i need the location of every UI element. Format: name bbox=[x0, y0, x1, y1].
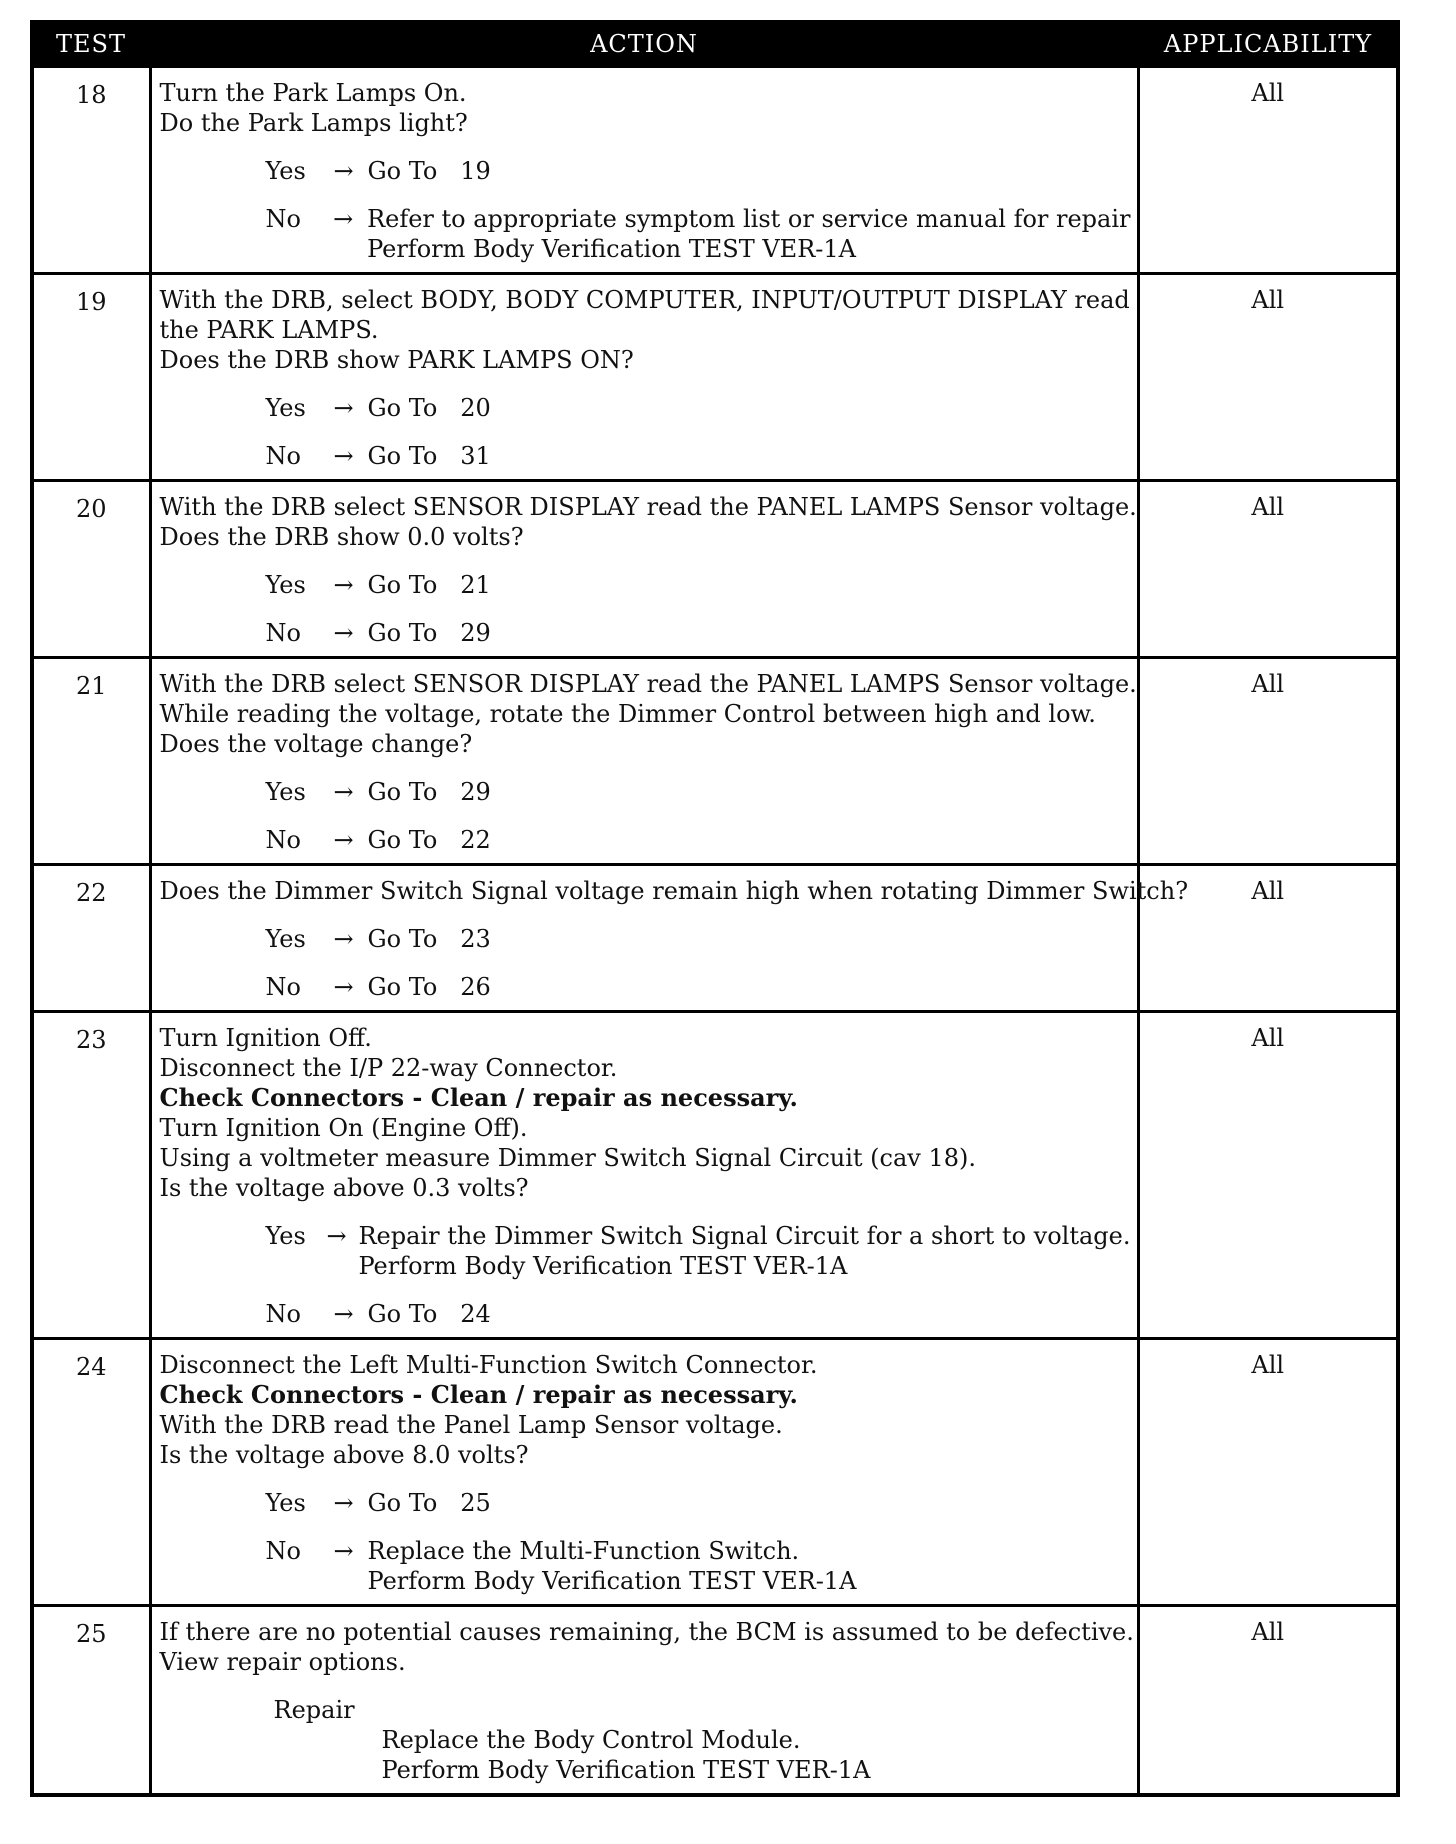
branch-result-line: Go To 22 bbox=[367, 826, 491, 854]
decision-branch bbox=[160, 1221, 1131, 1281]
arrow-right-icon: → bbox=[333, 778, 354, 806]
table-row bbox=[32, 1012, 1398, 1339]
action-instruction: With the DRB read the Panel Lamp Sensor voltage. bbox=[159, 1411, 783, 1439]
repair-options bbox=[382, 1725, 1131, 1785]
table-row bbox=[32, 658, 1398, 865]
branch-result-line: Go To 29 bbox=[367, 778, 491, 806]
branch-result-line: Perform Body Verification TEST VER-1A bbox=[367, 1567, 857, 1595]
table-header-row bbox=[32, 22, 1398, 66]
decision-branch bbox=[160, 156, 1131, 186]
branch-result bbox=[368, 618, 1131, 648]
action-cell bbox=[150, 865, 1189, 1012]
applicability-value: All bbox=[1138, 865, 1398, 1012]
header-action: ACTION bbox=[150, 22, 1138, 66]
applicability-value: All bbox=[1138, 274, 1398, 481]
branch-result-line: Go To 23 bbox=[367, 925, 491, 953]
decision-branch bbox=[160, 570, 1131, 600]
decision-branch bbox=[160, 777, 1131, 807]
action-instruction: Turn Ignition On (Engine Off). bbox=[159, 1114, 528, 1142]
table-row bbox=[32, 481, 1398, 658]
branch-result-line: Perform Body Verification TEST VER-1A bbox=[358, 1252, 848, 1280]
branch-result bbox=[368, 441, 1131, 471]
arrow-right-icon: → bbox=[333, 157, 354, 185]
arrow-right-icon: → bbox=[333, 442, 354, 470]
header-test: TEST bbox=[32, 22, 150, 66]
applicability-value: All bbox=[1138, 1012, 1398, 1339]
test-number: 23 bbox=[32, 1012, 150, 1339]
action-instruction: Disconnect the I/P 22-way Connector. bbox=[159, 1054, 618, 1082]
test-number: 19 bbox=[32, 274, 150, 481]
action-instruction: Using a voltmeter measure Dimmer Switch Signal Circuit (cav 18). bbox=[159, 1144, 977, 1172]
test-number: 24 bbox=[32, 1339, 150, 1606]
action-instruction: While reading the voltage, rotate the Dimmer Control between high and low. bbox=[159, 700, 1096, 728]
applicability-value: All bbox=[1138, 658, 1398, 865]
table-row bbox=[32, 274, 1398, 481]
diagnostic-test-table bbox=[30, 20, 1400, 1797]
branch-answer: No bbox=[265, 1537, 301, 1565]
branch-result bbox=[368, 924, 1131, 954]
action-instruction: Is the voltage above 0.3 volts? bbox=[159, 1174, 529, 1202]
action-cell bbox=[150, 274, 1138, 481]
diagnostic-test-table-sheet bbox=[30, 20, 1396, 1797]
branch-answer: Yes bbox=[265, 571, 306, 599]
table-body bbox=[32, 66, 1398, 1795]
branch-result bbox=[368, 156, 1131, 186]
branch-result bbox=[368, 393, 1131, 423]
action-instruction: With the DRB select SENSOR DISPLAY read the PANEL LAMPS Sensor voltage. bbox=[159, 493, 1137, 521]
action-instruction: the PARK LAMPS. bbox=[159, 316, 379, 344]
branch-result-line: Go To 21 bbox=[367, 571, 491, 599]
decision-branch bbox=[160, 618, 1131, 648]
repair-option-line: Replace the Body Control Module. bbox=[381, 1726, 801, 1754]
branch-result-line: Go To 31 bbox=[367, 442, 491, 470]
arrow-right-icon: → bbox=[333, 571, 354, 599]
decision-branch bbox=[160, 972, 1131, 1002]
action-instruction: If there are no potential causes remaining, the BCM is assumed to be defective. bbox=[159, 1618, 1134, 1646]
branch-answer: No bbox=[265, 1300, 301, 1328]
branch-answer: No bbox=[265, 619, 301, 647]
decision-branch bbox=[160, 924, 1131, 954]
branch-result-line: Replace the Multi-Function Switch. bbox=[367, 1537, 800, 1565]
branch-result-line: Go To 25 bbox=[367, 1489, 491, 1517]
action-instruction: Do the Park Lamps light? bbox=[159, 109, 468, 137]
branch-result bbox=[368, 825, 1131, 855]
decision-branch bbox=[160, 393, 1131, 423]
table-row bbox=[32, 1339, 1398, 1606]
action-cell bbox=[150, 658, 1138, 865]
decision-branch bbox=[160, 1536, 1131, 1596]
repair-option-line: Perform Body Verification TEST VER-1A bbox=[381, 1756, 871, 1784]
action-cell bbox=[150, 1606, 1138, 1796]
arrow-right-icon: → bbox=[326, 1222, 347, 1250]
action-cell bbox=[150, 66, 1138, 274]
applicability-value: All bbox=[1138, 1606, 1398, 1796]
branch-answer: Yes bbox=[265, 1222, 306, 1250]
decision-branch bbox=[160, 441, 1131, 471]
repair-label: Repair bbox=[273, 1696, 355, 1724]
decision-branch bbox=[160, 204, 1131, 264]
action-instruction: With the DRB, select BODY, BODY COMPUTER, INPUT/OUTPUT DISPLAY read bbox=[159, 286, 1130, 314]
action-instruction-bold: Check Connectors - Clean / repair as necessary. bbox=[159, 1083, 798, 1112]
branch-result bbox=[368, 972, 1131, 1002]
decision-branch bbox=[160, 825, 1131, 855]
branch-answer: Yes bbox=[265, 394, 306, 422]
arrow-right-icon: → bbox=[333, 925, 354, 953]
table-row bbox=[32, 865, 1398, 1012]
action-instruction: Disconnect the Left Multi-Function Switch Connector. bbox=[159, 1351, 818, 1379]
branch-result-line: Refer to appropriate symptom list or service manual for repair bbox=[367, 205, 1131, 233]
applicability-value: All bbox=[1138, 481, 1398, 658]
arrow-right-icon: → bbox=[333, 973, 354, 1001]
branch-result bbox=[368, 1299, 1131, 1329]
action-instruction-bold: Check Connectors - Clean / repair as necessary. bbox=[159, 1380, 798, 1409]
test-number: 18 bbox=[32, 66, 150, 274]
action-instruction: With the DRB select SENSOR DISPLAY read the PANEL LAMPS Sensor voltage. bbox=[159, 670, 1137, 698]
branch-result bbox=[368, 1488, 1131, 1518]
branch-answer: Yes bbox=[265, 157, 306, 185]
action-instruction: Does the Dimmer Switch Signal voltage remain high when rotating Dimmer Switch? bbox=[159, 877, 1189, 905]
applicability-value: All bbox=[1138, 1339, 1398, 1606]
arrow-right-icon: → bbox=[333, 205, 354, 233]
action-instruction: Turn the Park Lamps On. bbox=[159, 79, 467, 107]
branch-result bbox=[368, 1536, 1131, 1596]
branch-result-line: Go To 20 bbox=[367, 394, 491, 422]
header-applicability: APPLICABILITY bbox=[1138, 22, 1398, 66]
branch-answer: Yes bbox=[265, 925, 306, 953]
branch-answer: No bbox=[265, 442, 301, 470]
branch-result bbox=[368, 570, 1131, 600]
action-instruction: Does the voltage change? bbox=[159, 730, 473, 758]
arrow-right-icon: → bbox=[333, 1537, 354, 1565]
branch-answer: Yes bbox=[265, 1489, 306, 1517]
table-row bbox=[32, 66, 1398, 274]
test-number: 21 bbox=[32, 658, 150, 865]
arrow-right-icon: → bbox=[333, 1489, 354, 1517]
branch-result-line: Repair the Dimmer Switch Signal Circuit for a short to voltage. bbox=[358, 1222, 1131, 1250]
branch-result-line: Go To 26 bbox=[367, 973, 491, 1001]
test-number: 20 bbox=[32, 481, 150, 658]
branch-result bbox=[358, 1221, 1130, 1281]
branch-result-line: Go To 24 bbox=[367, 1300, 491, 1328]
test-number: 25 bbox=[32, 1606, 150, 1796]
action-cell bbox=[150, 481, 1138, 658]
branch-answer: No bbox=[265, 826, 301, 854]
arrow-right-icon: → bbox=[333, 394, 354, 422]
arrow-right-icon: → bbox=[333, 1300, 354, 1328]
branch-answer: Yes bbox=[265, 778, 306, 806]
branch-result-line: Perform Body Verification TEST VER-1A bbox=[367, 235, 856, 263]
branch-result-line: Go To 29 bbox=[367, 619, 491, 647]
arrow-right-icon: → bbox=[333, 619, 354, 647]
branch-answer: No bbox=[265, 973, 301, 1001]
branch-result-line: Go To 19 bbox=[367, 157, 491, 185]
action-instruction: Does the DRB show PARK LAMPS ON? bbox=[159, 346, 634, 374]
action-instruction: Does the DRB show 0.0 volts? bbox=[159, 523, 524, 551]
table-row bbox=[32, 1606, 1398, 1796]
branch-result bbox=[367, 204, 1130, 264]
branch-answer: No bbox=[265, 205, 301, 233]
action-instruction: Turn Ignition Off. bbox=[159, 1024, 372, 1052]
applicability-value: All bbox=[1138, 66, 1398, 274]
action-instruction: Is the voltage above 8.0 volts? bbox=[159, 1441, 529, 1469]
arrow-right-icon: → bbox=[333, 826, 354, 854]
action-cell bbox=[150, 1012, 1138, 1339]
test-number: 22 bbox=[32, 865, 150, 1012]
branch-result bbox=[368, 777, 1131, 807]
decision-branch bbox=[160, 1299, 1131, 1329]
action-instruction: View repair options. bbox=[159, 1648, 406, 1676]
action-cell bbox=[150, 1339, 1138, 1606]
decision-branch bbox=[160, 1488, 1131, 1518]
